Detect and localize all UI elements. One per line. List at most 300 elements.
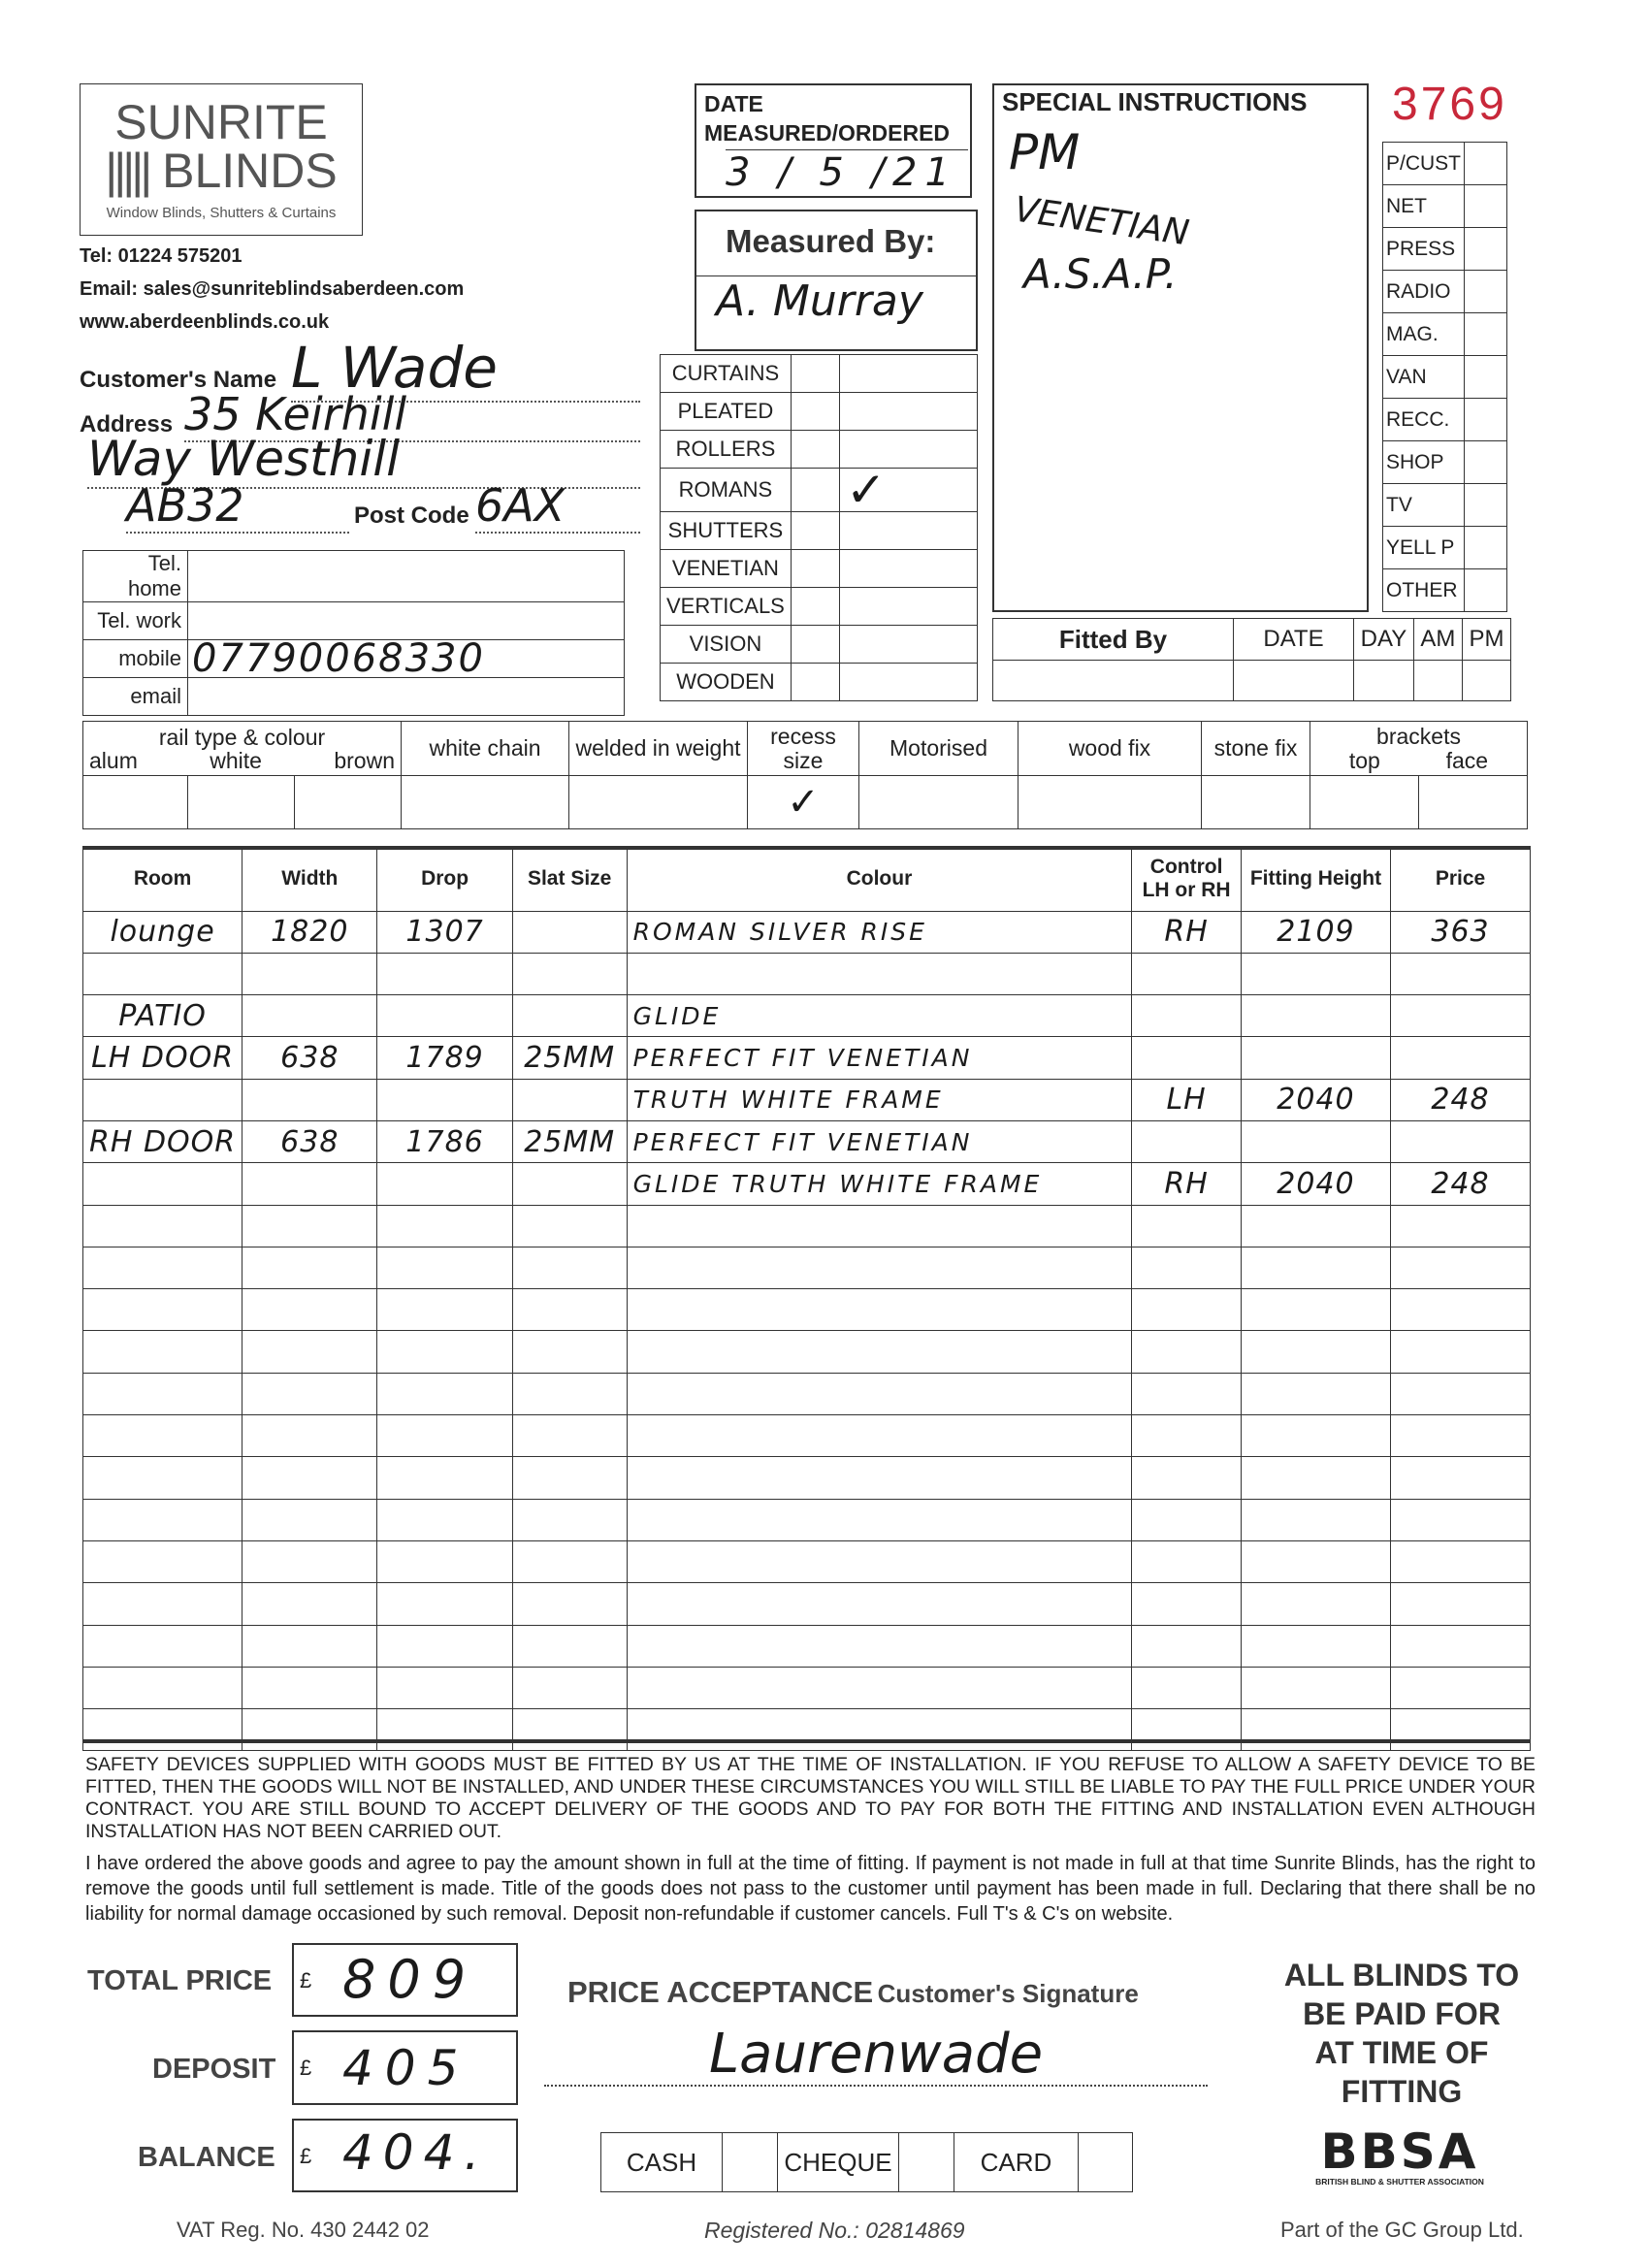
table-cell[interactable] bbox=[512, 1163, 627, 1205]
table-cell[interactable] bbox=[512, 1415, 627, 1457]
blind-type-label: SHUTTERS bbox=[661, 511, 792, 549]
table-row bbox=[83, 953, 1531, 994]
fitting-date-field[interactable] bbox=[1234, 661, 1354, 701]
table-cell[interactable] bbox=[627, 1499, 1132, 1540]
table-cell[interactable] bbox=[1241, 1457, 1390, 1499]
fitting-am-field[interactable] bbox=[1413, 661, 1462, 701]
source-label: VAN bbox=[1383, 356, 1465, 399]
blind-type-check[interactable]: ✓ bbox=[839, 469, 977, 512]
source-label: OTHER bbox=[1383, 569, 1465, 612]
special-instructions-line-3[interactable]: A.S.A.P. bbox=[1023, 250, 1178, 298]
phone-label: mobile bbox=[83, 640, 188, 678]
table-cell[interactable] bbox=[83, 1709, 242, 1751]
table-cell[interactable] bbox=[83, 1205, 242, 1247]
blind-type-label: CURTAINS bbox=[661, 355, 792, 393]
table-cell[interactable] bbox=[1241, 1625, 1390, 1667]
table-cell[interactable]: 1307 bbox=[377, 911, 512, 953]
table-cell[interactable] bbox=[1132, 1289, 1242, 1331]
table-cell[interactable] bbox=[1241, 1289, 1390, 1331]
table-cell[interactable] bbox=[242, 1205, 377, 1247]
table-cell[interactable] bbox=[83, 1540, 242, 1582]
table-cell[interactable] bbox=[242, 1583, 377, 1625]
table-cell[interactable] bbox=[377, 1457, 512, 1499]
table-cell[interactable]: lounge bbox=[83, 911, 242, 953]
table-cell[interactable] bbox=[627, 1373, 1132, 1414]
table-cell[interactable] bbox=[512, 1583, 627, 1625]
blind-type-checkbox[interactable] bbox=[791, 393, 839, 431]
table-cell[interactable] bbox=[1132, 1037, 1242, 1079]
table-cell[interactable] bbox=[377, 1667, 512, 1708]
safety-terms: SAFETY DEVICES SUPPLIED WITH GOODS MUST BE FITTED BY US AT THE TIME OF INSTALLATION. IF YOU REFUSE TO ALLOW A SAFETY DEVICE TO BE FITTED, THEN THE GOODS WILL NOT BE INSTALLED, AND UNDER THESE CIRCUMSTANCES YOU WILL STILL BE LIABLE TO PAY THE FULL PRICE UNDER YOUR CONTRACT. YOU ARE STILL BOUND TO ACCEPT DELIVERY OF THE GOODS AND TO PAY FOR BOTH THE FITTING AND INSTALLATION EVEN ALTHOUGH INSTALLATION HAS NOT BEEN CARRIED OUT. bbox=[85, 1754, 1536, 1842]
notice-line-3: AT TIME OF bbox=[1314, 2035, 1489, 2070]
deposit-value: 405 bbox=[342, 2040, 470, 2096]
blind-type-checkbox[interactable] bbox=[791, 511, 839, 549]
table-cell[interactable] bbox=[83, 1331, 242, 1373]
table-cell[interactable] bbox=[377, 1289, 512, 1331]
source-row bbox=[1383, 143, 1507, 185]
address-line-3[interactable]: AB32 bbox=[126, 479, 349, 534]
table-cell[interactable] bbox=[1241, 1331, 1390, 1373]
notice-line-2: BE PAID FOR bbox=[1303, 1996, 1501, 2031]
table-cell[interactable] bbox=[512, 911, 627, 953]
table-cell[interactable] bbox=[1391, 1247, 1531, 1288]
tel: Tel: 01224 575201 bbox=[80, 245, 242, 267]
table-cell[interactable] bbox=[83, 1415, 242, 1457]
brown-field[interactable] bbox=[295, 776, 402, 829]
phone-table bbox=[82, 550, 625, 716]
table-cell[interactable] bbox=[512, 1289, 627, 1331]
table-cell[interactable] bbox=[1391, 1373, 1531, 1414]
table-cell[interactable]: RH bbox=[1132, 1163, 1242, 1205]
table-cell[interactable] bbox=[1241, 1373, 1390, 1414]
table-cell[interactable] bbox=[1132, 1331, 1242, 1373]
table-cell[interactable] bbox=[1391, 1120, 1531, 1162]
card-label: CARD bbox=[954, 2133, 1079, 2192]
table-cell[interactable] bbox=[242, 1247, 377, 1288]
table-row bbox=[83, 1079, 1531, 1120]
date-label-2: MEASURED/ORDERED bbox=[704, 120, 951, 146]
table-cell[interactable] bbox=[1241, 1120, 1390, 1162]
customer-name[interactable]: L Wade bbox=[291, 335, 640, 403]
table-cell[interactable] bbox=[1132, 1667, 1242, 1708]
source-checkbox[interactable] bbox=[1465, 441, 1507, 484]
table-cell[interactable] bbox=[1391, 1499, 1531, 1540]
table-cell[interactable] bbox=[242, 1289, 377, 1331]
table-cell[interactable] bbox=[627, 1625, 1132, 1667]
table-cell[interactable] bbox=[1391, 1667, 1531, 1708]
source-checkbox[interactable] bbox=[1465, 399, 1507, 441]
customer-signature[interactable]: Laurenwade bbox=[544, 2023, 1208, 2087]
card-checkbox[interactable] bbox=[1079, 2133, 1133, 2192]
table-cell[interactable] bbox=[1241, 1247, 1390, 1288]
table-cell[interactable] bbox=[512, 953, 627, 994]
table-cell[interactable]: 1786 bbox=[377, 1120, 512, 1162]
recess-label: recess size bbox=[748, 722, 859, 776]
table-cell[interactable] bbox=[377, 995, 512, 1037]
table-cell[interactable] bbox=[1132, 995, 1242, 1037]
table-cell[interactable] bbox=[512, 1625, 627, 1667]
blind-type-check[interactable] bbox=[839, 549, 977, 587]
table-cell[interactable] bbox=[1391, 1625, 1531, 1667]
table-cell[interactable]: GLIDE bbox=[627, 995, 1132, 1037]
table-cell[interactable]: LH bbox=[1132, 1079, 1242, 1120]
blind-type-check[interactable] bbox=[839, 587, 977, 625]
stone-fix-field[interactable] bbox=[1202, 776, 1310, 829]
balance-field[interactable] bbox=[292, 2119, 518, 2192]
source-label: TV bbox=[1383, 484, 1465, 527]
table-cell[interactable] bbox=[83, 1373, 242, 1414]
fitted-by-table bbox=[992, 618, 1511, 701]
table-row bbox=[83, 1667, 1531, 1708]
table-cell[interactable] bbox=[627, 1540, 1132, 1582]
table-cell[interactable] bbox=[627, 1289, 1132, 1331]
table-row bbox=[83, 1373, 1531, 1414]
phone-label: Tel. work bbox=[83, 602, 188, 640]
email[interactable]: Email: sales@sunriteblindsaberdeen.com bbox=[80, 278, 465, 300]
blind-type-checkbox[interactable] bbox=[791, 625, 839, 663]
table-cell[interactable]: 1820 bbox=[242, 911, 377, 953]
table-cell[interactable] bbox=[627, 1457, 1132, 1499]
special-instructions-line-2[interactable]: VENETIAN bbox=[1012, 189, 1192, 254]
table-cell[interactable]: 2109 bbox=[1241, 911, 1390, 953]
table-cell[interactable] bbox=[512, 1540, 627, 1582]
table-cell[interactable]: GLIDE TRUTH WHITE FRAME bbox=[627, 1163, 1132, 1205]
table-cell[interactable] bbox=[1391, 1709, 1531, 1751]
source-row bbox=[1383, 313, 1507, 356]
source-checkbox[interactable] bbox=[1465, 527, 1507, 569]
table-cell[interactable] bbox=[1132, 1415, 1242, 1457]
table-cell[interactable] bbox=[83, 1667, 242, 1708]
table-cell[interactable] bbox=[1241, 1205, 1390, 1247]
table-cell[interactable] bbox=[1241, 1709, 1390, 1751]
source-checkbox[interactable] bbox=[1465, 271, 1507, 313]
face-label: face bbox=[1445, 747, 1489, 773]
table-cell[interactable] bbox=[627, 1667, 1132, 1708]
cash-checkbox[interactable] bbox=[723, 2133, 778, 2192]
table-cell[interactable] bbox=[512, 1079, 627, 1120]
total-price-field[interactable] bbox=[292, 1943, 518, 2017]
table-cell[interactable] bbox=[1241, 953, 1390, 994]
phone-value[interactable]: 07790068330 bbox=[188, 640, 625, 678]
balance-label: BALANCE bbox=[138, 2142, 275, 2173]
fitting-pm-field[interactable] bbox=[1462, 661, 1510, 701]
motorised-field[interactable] bbox=[859, 776, 1018, 829]
table-cell[interactable] bbox=[512, 1247, 627, 1288]
blind-type-row bbox=[661, 355, 978, 393]
top-field[interactable] bbox=[1310, 776, 1419, 829]
table-cell[interactable]: ROMAN SILVER RISE bbox=[627, 911, 1132, 953]
table-cell[interactable] bbox=[377, 1079, 512, 1120]
blind-type-check[interactable] bbox=[839, 393, 977, 431]
blind-type-label: VERTICALS bbox=[661, 587, 792, 625]
table-cell[interactable] bbox=[242, 1457, 377, 1499]
table-cell[interactable] bbox=[1391, 953, 1531, 994]
payment-method-table bbox=[600, 2132, 1133, 2192]
customer-name-label: Customer's Name bbox=[80, 367, 277, 393]
table-cell[interactable] bbox=[1391, 1583, 1531, 1625]
table-cell[interactable] bbox=[1241, 1540, 1390, 1582]
cheque-checkbox[interactable] bbox=[899, 2133, 954, 2192]
table-cell[interactable] bbox=[1391, 1331, 1531, 1373]
table-row bbox=[83, 1540, 1531, 1582]
table-cell[interactable] bbox=[627, 1415, 1132, 1457]
table-cell[interactable] bbox=[83, 1583, 242, 1625]
table-cell[interactable] bbox=[1241, 1667, 1390, 1708]
table-cell[interactable]: 25MM bbox=[512, 1120, 627, 1162]
face-field[interactable] bbox=[1419, 776, 1528, 829]
table-cell[interactable] bbox=[1132, 1247, 1242, 1288]
table-cell[interactable] bbox=[377, 1540, 512, 1582]
postcode[interactable]: 6AX bbox=[475, 479, 640, 534]
blind-type-label: ROMANS bbox=[661, 469, 792, 512]
date-value[interactable]: 3 / 5 /21 bbox=[726, 149, 968, 195]
table-cell[interactable] bbox=[1391, 1457, 1531, 1499]
table-cell[interactable] bbox=[627, 1331, 1132, 1373]
table-cell[interactable] bbox=[83, 1625, 242, 1667]
table-cell[interactable] bbox=[1241, 1415, 1390, 1457]
table-cell[interactable]: 1789 bbox=[377, 1037, 512, 1079]
phone-row bbox=[83, 678, 625, 716]
source-row bbox=[1383, 484, 1507, 527]
table-cell[interactable] bbox=[242, 1373, 377, 1414]
registered-number: Registered No.: 02814869 bbox=[704, 2218, 965, 2243]
address-line-2[interactable]: Way Westhill bbox=[87, 431, 640, 489]
fitted-by-field[interactable] bbox=[993, 661, 1234, 701]
source-checkbox[interactable] bbox=[1465, 228, 1507, 271]
table-cell[interactable] bbox=[377, 1583, 512, 1625]
table-cell[interactable]: 638 bbox=[242, 1120, 377, 1162]
blind-type-checkbox[interactable] bbox=[791, 355, 839, 393]
table-cell[interactable] bbox=[83, 1163, 242, 1205]
table-cell[interactable]: PATIO bbox=[83, 995, 242, 1037]
table-cell[interactable] bbox=[1391, 1205, 1531, 1247]
blind-type-label: VENETIAN bbox=[661, 549, 792, 587]
table-cell[interactable] bbox=[242, 1499, 377, 1540]
table-cell[interactable] bbox=[1241, 1583, 1390, 1625]
table-cell[interactable] bbox=[512, 1499, 627, 1540]
table-cell[interactable] bbox=[83, 1457, 242, 1499]
table-cell[interactable] bbox=[512, 995, 627, 1037]
table-row bbox=[83, 1583, 1531, 1625]
table-cell[interactable] bbox=[242, 1079, 377, 1120]
table-cell[interactable] bbox=[512, 1331, 627, 1373]
white-label: white bbox=[210, 747, 262, 773]
table-cell[interactable] bbox=[83, 953, 242, 994]
blind-type-check[interactable] bbox=[839, 625, 977, 663]
stone-fix-label: stone fix bbox=[1202, 722, 1310, 776]
table-cell[interactable] bbox=[1132, 1709, 1242, 1751]
column-header: Control LH or RH bbox=[1132, 848, 1242, 911]
blind-type-check[interactable] bbox=[839, 663, 977, 700]
table-cell[interactable] bbox=[377, 1499, 512, 1540]
table-cell[interactable] bbox=[1132, 1120, 1242, 1162]
measured-by-box bbox=[695, 210, 978, 351]
blind-type-label: PLEATED bbox=[661, 393, 792, 431]
table-cell[interactable] bbox=[1391, 1415, 1531, 1457]
currency-symbol: £ bbox=[300, 1968, 312, 1993]
table-cell[interactable]: LH DOOR bbox=[83, 1037, 242, 1079]
table-cell[interactable] bbox=[377, 1625, 512, 1667]
table-cell[interactable] bbox=[512, 1373, 627, 1414]
table-cell[interactable] bbox=[83, 1289, 242, 1331]
table-cell[interactable] bbox=[242, 1540, 377, 1582]
source-row bbox=[1383, 569, 1507, 612]
source-row bbox=[1383, 228, 1507, 271]
source-label: RADIO bbox=[1383, 271, 1465, 313]
table-row bbox=[83, 1037, 1531, 1079]
special-instructions-line-1[interactable]: PM bbox=[1009, 124, 1081, 180]
motorised-label: Motorised bbox=[859, 722, 1018, 776]
source-checkbox[interactable] bbox=[1465, 185, 1507, 228]
column-header: Colour bbox=[627, 848, 1132, 911]
order-number: 3769 bbox=[1392, 79, 1507, 130]
table-cell[interactable] bbox=[627, 953, 1132, 994]
table-cell[interactable]: 638 bbox=[242, 1037, 377, 1079]
table-cell[interactable] bbox=[377, 1247, 512, 1288]
white-chain-field[interactable] bbox=[402, 776, 569, 829]
table-cell[interactable] bbox=[242, 1667, 377, 1708]
source-checkbox[interactable] bbox=[1465, 313, 1507, 356]
wood-fix-label: wood fix bbox=[1018, 722, 1202, 776]
table-cell[interactable]: 25MM bbox=[512, 1037, 627, 1079]
blind-type-checkbox[interactable] bbox=[791, 431, 839, 469]
table-cell[interactable] bbox=[1132, 1205, 1242, 1247]
table-cell[interactable] bbox=[377, 953, 512, 994]
table-cell[interactable] bbox=[1132, 1583, 1242, 1625]
table-cell[interactable] bbox=[1132, 1540, 1242, 1582]
source-row bbox=[1383, 356, 1507, 399]
welded-field[interactable] bbox=[569, 776, 748, 829]
table-row bbox=[83, 1625, 1531, 1667]
total-price-label: TOTAL PRICE bbox=[87, 1965, 273, 1996]
table-cell[interactable]: PERFECT FIT VENETIAN bbox=[627, 1120, 1132, 1162]
phone-value[interactable] bbox=[188, 678, 625, 716]
table-cell[interactable] bbox=[83, 1247, 242, 1288]
source-label: MAG. bbox=[1383, 313, 1465, 356]
table-cell[interactable] bbox=[1391, 1540, 1531, 1582]
address-line-1[interactable]: 35 Keirhill bbox=[184, 388, 640, 442]
cash-label: CASH bbox=[601, 2133, 723, 2192]
brown-label: brown bbox=[334, 747, 395, 773]
table-cell[interactable] bbox=[377, 1205, 512, 1247]
source-checkbox[interactable] bbox=[1465, 356, 1507, 399]
source-checkbox[interactable] bbox=[1465, 569, 1507, 612]
table-cell[interactable]: 2040 bbox=[1241, 1079, 1390, 1120]
table-cell[interactable]: 248 bbox=[1391, 1163, 1531, 1205]
alum-field[interactable] bbox=[83, 776, 188, 829]
table-cell[interactable]: 363 bbox=[1391, 911, 1531, 953]
table-cell[interactable] bbox=[1391, 1037, 1531, 1079]
phone-value[interactable] bbox=[188, 602, 625, 640]
table-cell[interactable] bbox=[627, 1583, 1132, 1625]
table-cell[interactable] bbox=[83, 1499, 242, 1540]
table-cell[interactable] bbox=[377, 1163, 512, 1205]
recess-check[interactable]: ✓ bbox=[748, 776, 859, 829]
table-cell[interactable] bbox=[1132, 1499, 1242, 1540]
table-cell[interactable] bbox=[377, 1373, 512, 1414]
table-cell[interactable] bbox=[377, 1709, 512, 1751]
blind-type-row bbox=[661, 587, 978, 625]
fitting-pm-label: PM bbox=[1462, 619, 1510, 661]
table-cell[interactable] bbox=[1132, 1373, 1242, 1414]
blind-type-label: ROLLERS bbox=[661, 431, 792, 469]
blind-type-table bbox=[660, 354, 978, 701]
logo-name-2: ||||| BLINDS bbox=[105, 144, 338, 198]
table-cell[interactable] bbox=[242, 1163, 377, 1205]
table-row bbox=[83, 1205, 1531, 1247]
table-cell[interactable] bbox=[627, 1205, 1132, 1247]
table-cell[interactable] bbox=[242, 1331, 377, 1373]
table-cell[interactable] bbox=[242, 1625, 377, 1667]
table-cell[interactable] bbox=[1391, 1289, 1531, 1331]
table-cell[interactable] bbox=[242, 1415, 377, 1457]
table-cell[interactable]: RH DOOR bbox=[83, 1120, 242, 1162]
table-cell[interactable]: RH bbox=[1132, 911, 1242, 953]
table-cell[interactable] bbox=[1241, 995, 1390, 1037]
fitting-day-field[interactable] bbox=[1354, 661, 1414, 701]
white-field[interactable] bbox=[188, 776, 295, 829]
options-table bbox=[82, 721, 1528, 829]
wood-fix-field[interactable] bbox=[1018, 776, 1202, 829]
blind-type-label: VISION bbox=[661, 625, 792, 663]
table-cell[interactable] bbox=[242, 995, 377, 1037]
payment-notice bbox=[1261, 1956, 1542, 2111]
blind-type-checkbox[interactable] bbox=[791, 549, 839, 587]
table-cell[interactable]: TRUTH WHITE FRAME bbox=[627, 1079, 1132, 1120]
table-cell[interactable] bbox=[1391, 995, 1531, 1037]
measured-by-value[interactable]: A. Murray bbox=[696, 275, 976, 351]
table-row bbox=[83, 1120, 1531, 1162]
source-checkbox[interactable] bbox=[1465, 143, 1507, 185]
table-cell[interactable] bbox=[1241, 1499, 1390, 1540]
table-cell[interactable] bbox=[627, 1247, 1132, 1288]
logo-tagline: Window Blinds, Shutters & Curtains bbox=[106, 205, 337, 221]
table-cell[interactable] bbox=[377, 1415, 512, 1457]
table-cell[interactable]: PERFECT FIT VENETIAN bbox=[627, 1037, 1132, 1079]
column-header: Price bbox=[1391, 848, 1531, 911]
website[interactable]: www.aberdeenblinds.co.uk bbox=[80, 311, 330, 333]
table-cell[interactable] bbox=[512, 1457, 627, 1499]
table-cell[interactable] bbox=[83, 1079, 242, 1120]
table-cell[interactable] bbox=[242, 1709, 377, 1751]
blind-type-checkbox[interactable] bbox=[791, 469, 839, 512]
rail-type-text: rail type & colour bbox=[158, 724, 326, 750]
signature-label: Customer's Signature bbox=[877, 1979, 1139, 2008]
fitting-day-label: DAY bbox=[1354, 619, 1414, 661]
table-cell[interactable] bbox=[1241, 1037, 1390, 1079]
table-cell[interactable] bbox=[1132, 1457, 1242, 1499]
notice-line-4: FITTING bbox=[1341, 2074, 1463, 2109]
deposit-field[interactable] bbox=[292, 2030, 518, 2105]
source-checkbox[interactable] bbox=[1465, 484, 1507, 527]
currency-symbol: £ bbox=[300, 2144, 312, 2168]
blind-type-check[interactable] bbox=[839, 355, 977, 393]
phone-value[interactable] bbox=[188, 551, 625, 602]
blind-type-checkbox[interactable] bbox=[791, 663, 839, 700]
blind-type-row bbox=[661, 625, 978, 663]
table-cell[interactable] bbox=[512, 1205, 627, 1247]
table-cell[interactable] bbox=[377, 1331, 512, 1373]
table-cell[interactable] bbox=[512, 1667, 627, 1708]
blind-type-checkbox[interactable] bbox=[791, 587, 839, 625]
table-cell[interactable] bbox=[1132, 953, 1242, 994]
table-cell[interactable] bbox=[242, 953, 377, 994]
table-cell[interactable] bbox=[1132, 1625, 1242, 1667]
table-cell[interactable]: 2040 bbox=[1241, 1163, 1390, 1205]
table-cell[interactable] bbox=[512, 1709, 627, 1751]
table-cell[interactable] bbox=[627, 1709, 1132, 1751]
table-cell[interactable]: 248 bbox=[1391, 1079, 1531, 1120]
